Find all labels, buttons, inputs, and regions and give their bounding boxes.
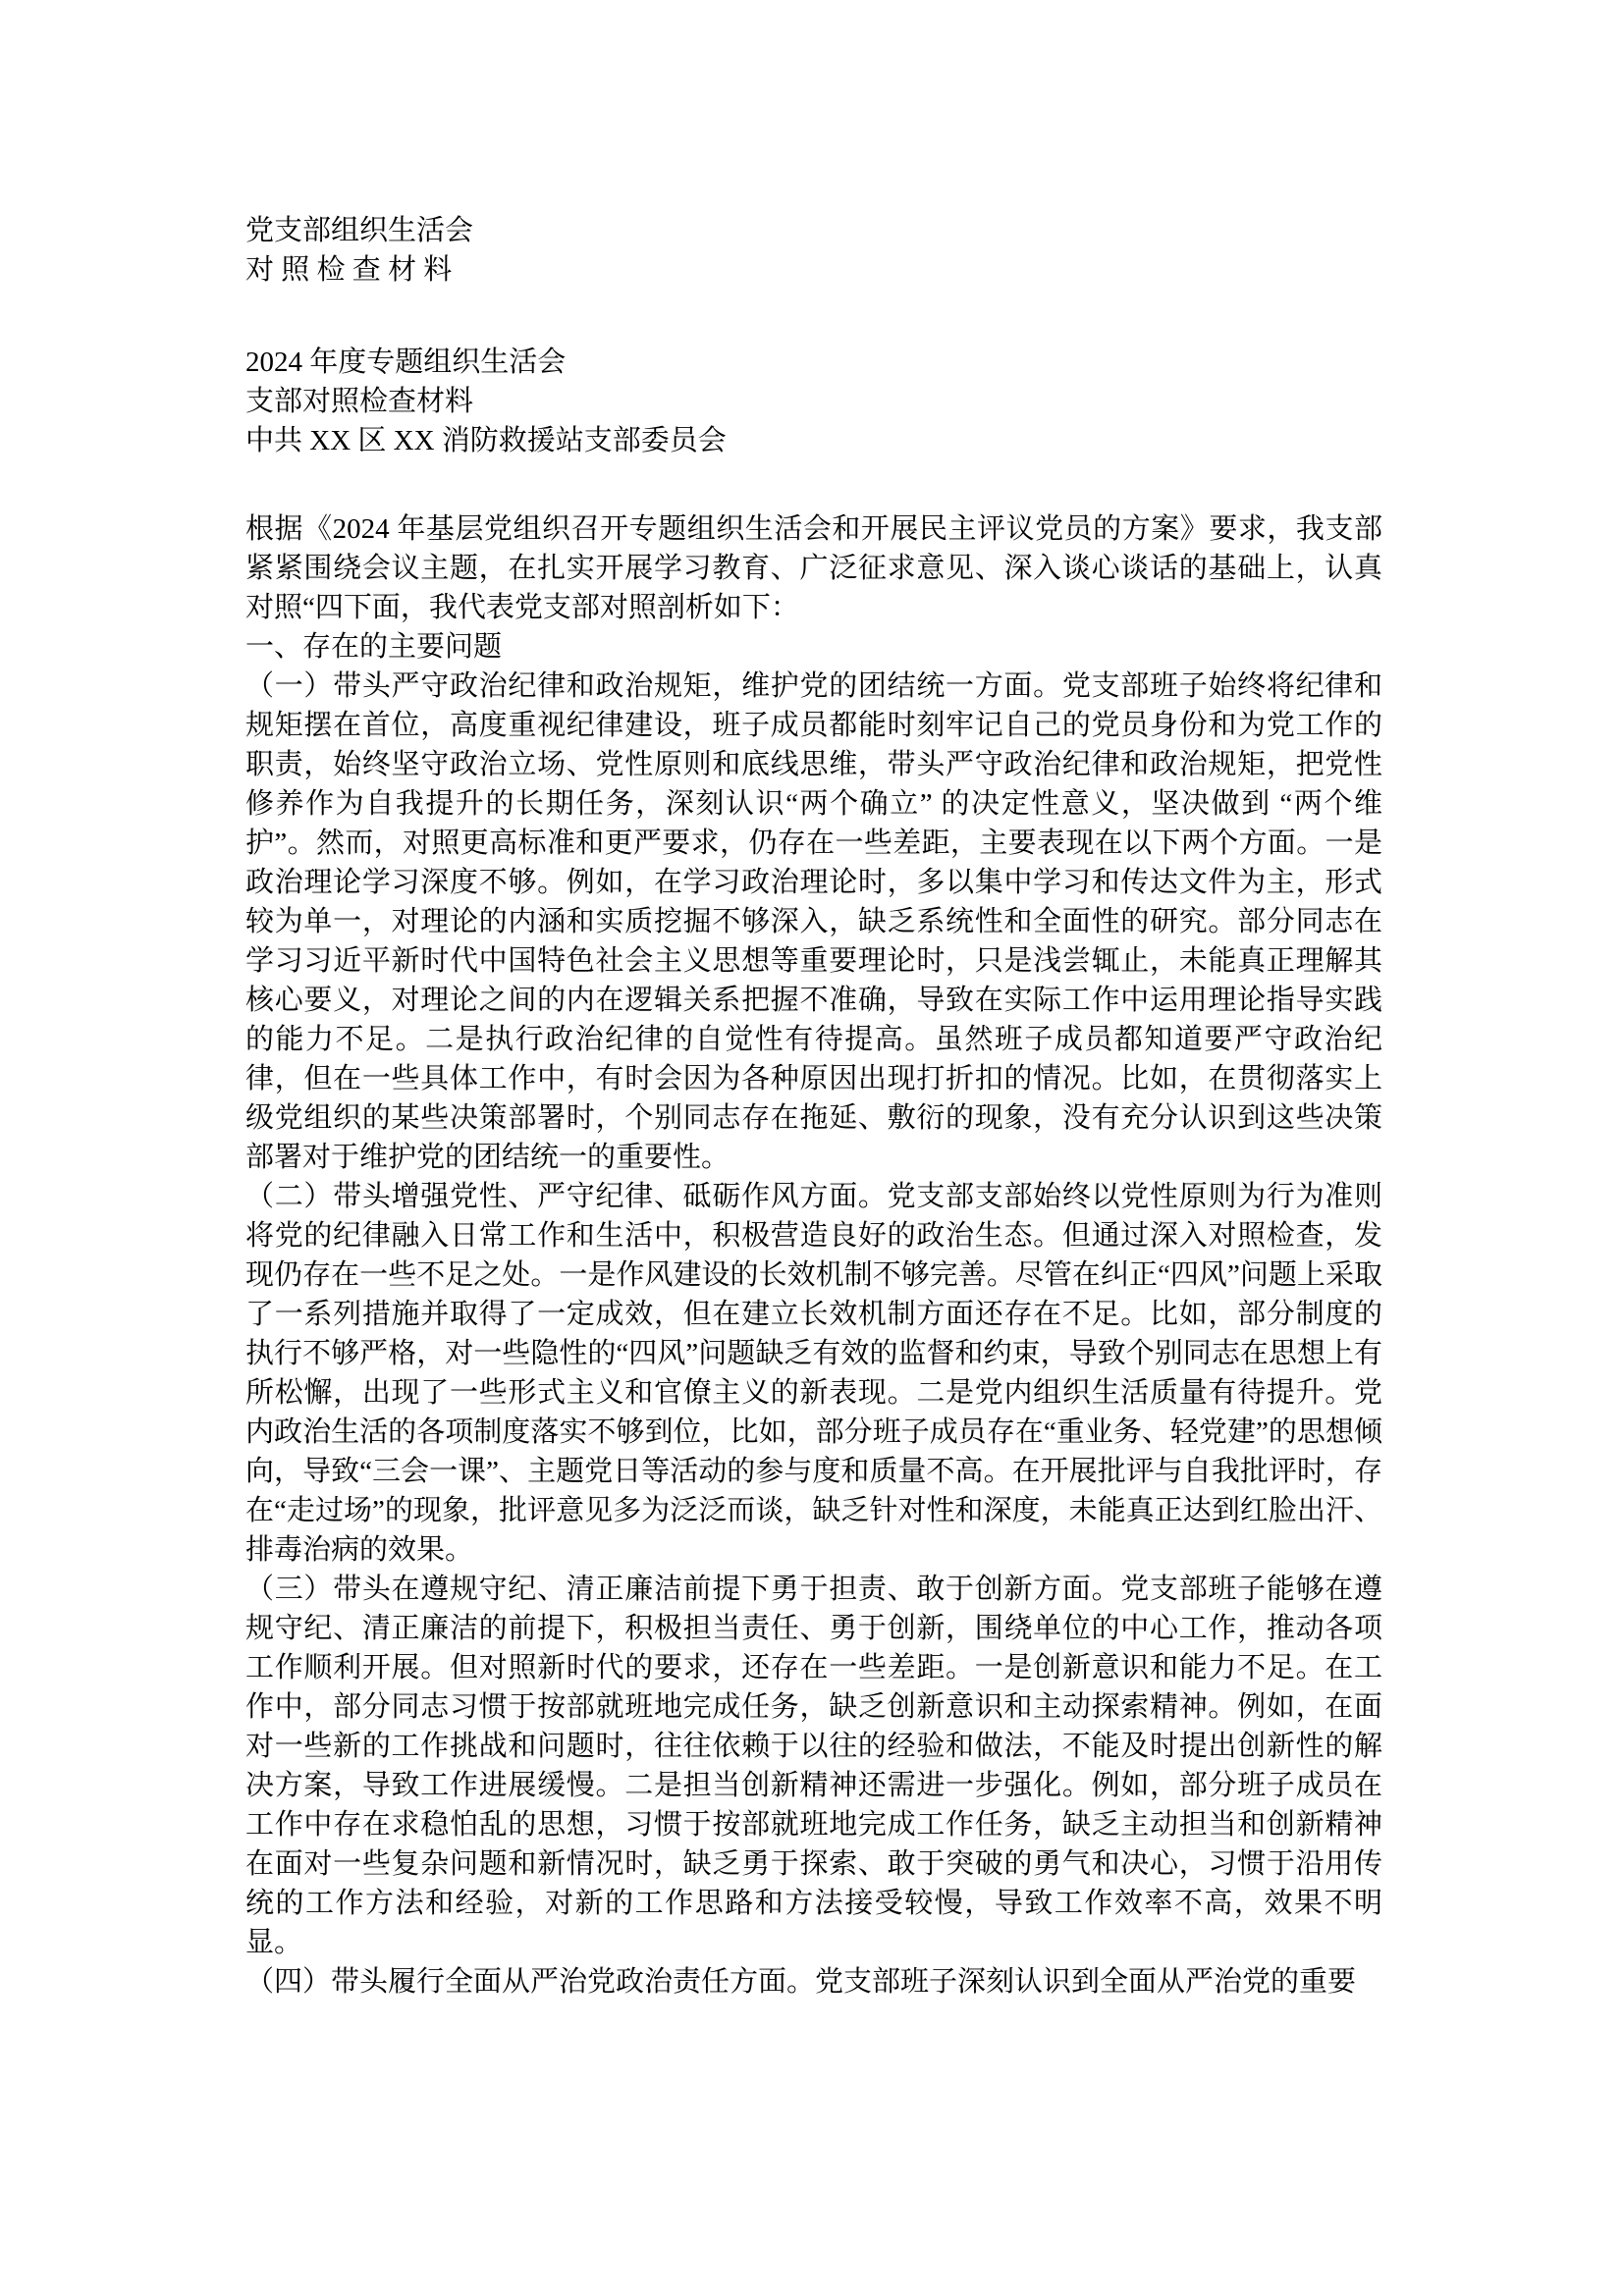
paragraph-item-4: （四）带头履行全面从严治党政治责任方面。党支部班子深刻认识到全面从严治党的重要 [245,1966,1357,1998]
meta-line-committee: 中共 XX 区 XX 消防救援站支部委员会 [245,425,727,456]
paragraph-item-1: （一）带头严守政治纪律和政治规矩，维护党的团结统一方面。党支部班子始终将纪律和规矩摆在首位，高度重视纪律建设，班子成员都能时刻牢记自己的党员身份和为党工作的职责，始终坚守政治立场、党性原则和底线思维，带头严守政治纪律和政治规矩，把党性修养作为自我提升的长期任务，深刻认识“两个确立” 的决定性意义，坚决做到 “两个维护”。然而，对照更高标准和更严要求，仍存在一些差距，主要表现在以下两个方面。一是政治理论学习深度不够。例如，在学习政治理论时，多以集中学习和传达文件为主，形式较为单一，对理论的内涵和实质挖掘不够深入，缺乏系统性和全面性的研究。部分同志在学习习近平新时代中国特色社会主义思想等重要理论时，只是浅尝辄止，未能真正理解其核心要义，对理论之间的内在逻辑关系把握不准确，导致在实际工作中运用理论指导实践的能力不足。二是执行政治纪律的自觉性有待提高。虽然班子成员都知道要严守政治纪律，但在一些具体工作中，有时会因为各种原因出现打折扣的情况。比如，在贯彻落实上级党组织的某些决策部署时，个别同志存在拖延、敷衍的现象，没有充分认识到这些决策部署对于维护党的团结统一的重要性。 [245,670,1382,1173]
section-heading-1: 一、存在的主要问题 [245,631,503,663]
title-block [245,211,1382,290]
paragraph-item-2: （二）带头增强党性、严守纪律、砥砺作风方面。党支部支部始终以党性原则为行为准则将党的纪律融入日常工作和生活中，积极营造良好的政治生态。但通过深入对照检查，发现仍存在一些不足之处。一是作风建设的长效机制不够完善。尽管在纠正“四风”问题上采取了一系列措施并取得了一定成效，但在建立长效机制方面还存在不足。比如，部分制度的执行不够严格，对一些隐性的“四风”问题缺乏有效的监督和约束，导致个别同志在思想上有所松懈，出现了一些形式主义和官僚主义的新表现。二是党内组织生活质量有待提升。党内政治生活的各项制度落实不够到位，比如，部分班子成员存在“重业务、轻党建”的思想倾向，导致“三会一课”、主题党日等活动的参与度和质量不高。在开展批评与自我批评时，存在“走过场”的现象，批评意见多为泛泛而谈，缺乏针对性和深度，未能真正达到红脸出汗、排毒治病的效果。 [245,1181,1382,1566]
intro-paragraph: 根据《2024 年基层党组织召开专题组织生活会和开展民主评议党员的方案》要求，我支部紧紧围绕会议主题，在扎实开展学习教育、广泛征求意见、深入谈心谈话的基础上，认真对照“四下面，我代表党支部对照剖析如下： [245,513,1382,623]
meta-block [245,343,1382,460]
doc-title-line1: 党支部组织生活会 [245,215,474,246]
paragraph-item-3: （三）带头在遵规守纪、清正廉洁前提下勇于担责、敢于创新方面。党支部班子能够在遵规守纪、清正廉洁的前提下，积极担当责任、勇于创新，围绕单位的中心工作，推动各项工作顺利开展。但对照新时代的要求，还存在一些差距。一是创新意识和能力不足。在工作中，部分同志习惯于按部就班地完成任务，缺乏创新意识和主动探索精神。例如，在面对一些新的工作挑战和问题时，往往依赖于以往的经验和做法，不能及时提出创新性的解决方案，导致工作进展缓慢。二是担当创新精神还需进一步强化。例如，部分班子成员在工作中存在求稳怕乱的思想，习惯于按部就班地完成工作任务，缺乏主动担当和创新精神在面对一些复杂问题和新情况时，缺乏勇于探索、敢于突破的勇气和决心，习惯于沿用传统的工作方法和经验，对新的工作思路和方法接受较慢，导致工作效率不高，效果不明显。 [245,1574,1382,1958]
doc-title-line2: 对 照 检 查 材 料 [245,254,453,286]
body-block [245,509,1382,2002]
meta-line-meeting: 2024 年度专题组织生活会 [245,347,567,378]
meta-line-material: 支部对照检查材料 [245,386,474,417]
